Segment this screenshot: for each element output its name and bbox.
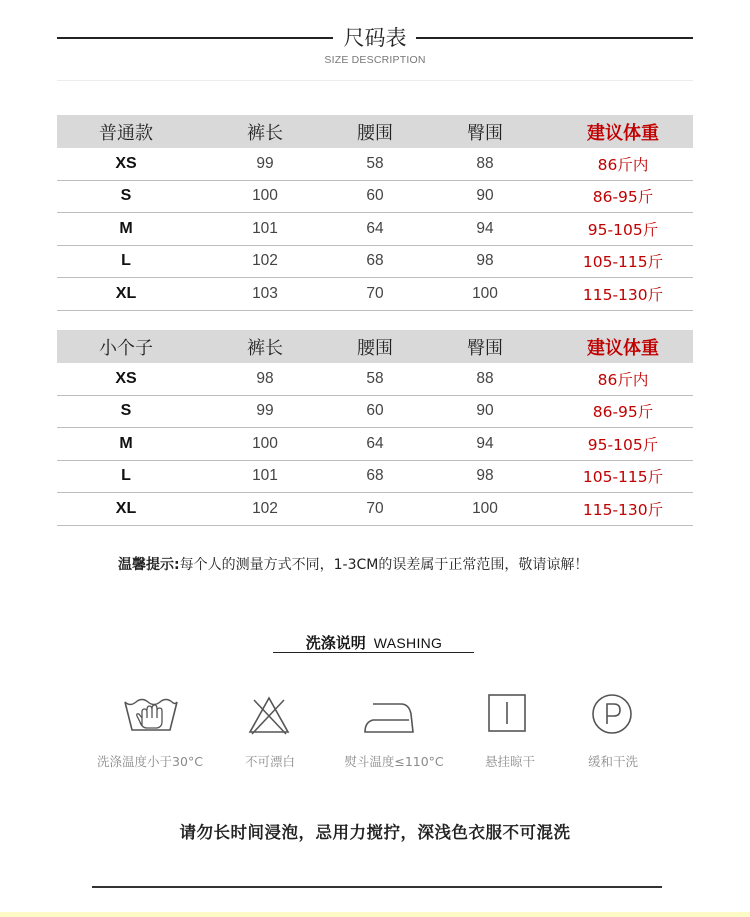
table-row bbox=[57, 428, 693, 461]
length-cell: 101 bbox=[252, 467, 278, 485]
table-row bbox=[57, 396, 693, 429]
size-cell: M bbox=[119, 219, 133, 237]
waist-cell: 68 bbox=[366, 467, 384, 485]
size-cell: L bbox=[121, 252, 131, 270]
do-not-bleach-icon bbox=[245, 692, 293, 740]
page-subtitle: SIZE DESCRIPTION bbox=[324, 54, 426, 66]
hang-dry-label: 悬挂晾干 bbox=[484, 754, 536, 769]
washing-title-underline bbox=[273, 652, 474, 653]
weight-cell: 86-95斤 bbox=[592, 403, 654, 422]
page-title: 尺码表 bbox=[343, 26, 407, 50]
weight-cell: 86斤内 bbox=[597, 155, 649, 174]
column-hip: 臀围 bbox=[467, 122, 503, 144]
washing-title-cn: 洗涤说明 bbox=[305, 634, 366, 652]
size-cell: S bbox=[120, 187, 132, 205]
waist-cell: 60 bbox=[366, 402, 384, 420]
size-table-petite bbox=[57, 330, 693, 526]
weight-cell: 95-105斤 bbox=[587, 220, 659, 239]
waist-cell: 64 bbox=[366, 219, 384, 237]
table-name: 小个子 bbox=[99, 337, 153, 359]
hip-cell: 100 bbox=[472, 499, 498, 517]
table-header-row bbox=[57, 330, 693, 363]
column-length: 裤长 bbox=[247, 122, 283, 144]
table-header-row bbox=[57, 115, 693, 148]
column-hip: 臀围 bbox=[467, 337, 503, 359]
length-cell: 101 bbox=[252, 219, 278, 237]
size-cell: XS bbox=[115, 369, 137, 387]
length-cell: 100 bbox=[252, 187, 278, 205]
table-row bbox=[57, 148, 693, 181]
waist-cell: 70 bbox=[366, 284, 384, 302]
do-not-bleach-label: 不可漂白 bbox=[244, 754, 296, 769]
weight-cell: 86斤内 bbox=[597, 370, 649, 389]
hand-wash-icon bbox=[121, 692, 181, 740]
waist-cell: 58 bbox=[366, 369, 384, 387]
size-cell: XS bbox=[115, 154, 137, 172]
tip-text: 每个人的测量方式不同，1-3CM的误差属于正常范围，敬请谅解！ bbox=[179, 557, 589, 573]
waist-cell: 60 bbox=[366, 187, 384, 205]
washing-title-en: WASHING bbox=[373, 635, 443, 651]
hip-cell: 90 bbox=[476, 402, 494, 420]
hip-cell: 100 bbox=[472, 284, 498, 302]
size-cell: L bbox=[121, 467, 131, 485]
iron-icon bbox=[359, 692, 419, 740]
measurement-tip bbox=[118, 554, 588, 574]
table-row bbox=[57, 278, 693, 311]
header-divider bbox=[57, 80, 693, 81]
tip-label: 温馨提示: bbox=[118, 557, 180, 573]
hip-cell: 88 bbox=[476, 154, 494, 172]
weight-cell: 86-95斤 bbox=[592, 188, 654, 207]
column-waist: 腰围 bbox=[357, 122, 393, 144]
size-cell: M bbox=[119, 434, 133, 452]
waist-cell: 58 bbox=[366, 154, 384, 172]
table-row bbox=[57, 181, 693, 214]
hand-wash-label: 洗涤温度小于30°C bbox=[97, 754, 203, 769]
length-cell: 102 bbox=[252, 499, 278, 517]
size-cell: XL bbox=[115, 499, 137, 517]
table-row bbox=[57, 213, 693, 246]
column-length: 裤长 bbox=[247, 337, 283, 359]
size-cell: S bbox=[120, 402, 132, 420]
hip-cell: 88 bbox=[476, 369, 494, 387]
table-row bbox=[57, 461, 693, 494]
weight-cell: 95-105斤 bbox=[587, 435, 659, 454]
hang-dry-icon bbox=[484, 692, 530, 740]
weight-cell: 115-130斤 bbox=[582, 500, 664, 519]
weight-cell: 105-115斤 bbox=[582, 468, 664, 487]
hip-cell: 98 bbox=[476, 467, 494, 485]
hip-cell: 98 bbox=[476, 252, 494, 270]
waist-cell: 64 bbox=[366, 434, 384, 452]
bottom-divider bbox=[92, 886, 662, 888]
hip-cell: 94 bbox=[476, 219, 494, 237]
length-cell: 100 bbox=[252, 434, 278, 452]
table-row bbox=[57, 363, 693, 396]
table-row bbox=[57, 246, 693, 279]
washing-title bbox=[275, 632, 473, 653]
length-cell: 99 bbox=[256, 154, 274, 172]
washing-notice: 请勿长时间浸泡，忌用力搅拧，深浅色衣服不可混洗 bbox=[179, 823, 571, 842]
column-waist: 腰围 bbox=[357, 337, 393, 359]
table-row bbox=[57, 493, 693, 526]
size-cell: XL bbox=[115, 284, 137, 302]
dry-clean-label: 缓和干洗 bbox=[587, 754, 639, 769]
waist-cell: 68 bbox=[366, 252, 384, 270]
length-cell: 103 bbox=[252, 284, 278, 302]
length-cell: 102 bbox=[252, 252, 278, 270]
dry-clean-icon bbox=[588, 692, 636, 740]
column-weight: 建议体重 bbox=[587, 337, 659, 359]
column-weight: 建议体重 bbox=[587, 122, 659, 144]
hip-cell: 94 bbox=[476, 434, 494, 452]
weight-cell: 105-115斤 bbox=[582, 253, 664, 272]
length-cell: 99 bbox=[256, 402, 274, 420]
length-cell: 98 bbox=[256, 369, 274, 387]
table-name: 普通款 bbox=[99, 122, 153, 144]
waist-cell: 70 bbox=[366, 499, 384, 517]
size-table-regular bbox=[57, 115, 693, 311]
weight-cell: 115-130斤 bbox=[582, 285, 664, 304]
bottom-strip bbox=[0, 912, 750, 917]
iron-label: 熨斗温度≤110°C bbox=[344, 754, 444, 769]
hip-cell: 90 bbox=[476, 187, 494, 205]
